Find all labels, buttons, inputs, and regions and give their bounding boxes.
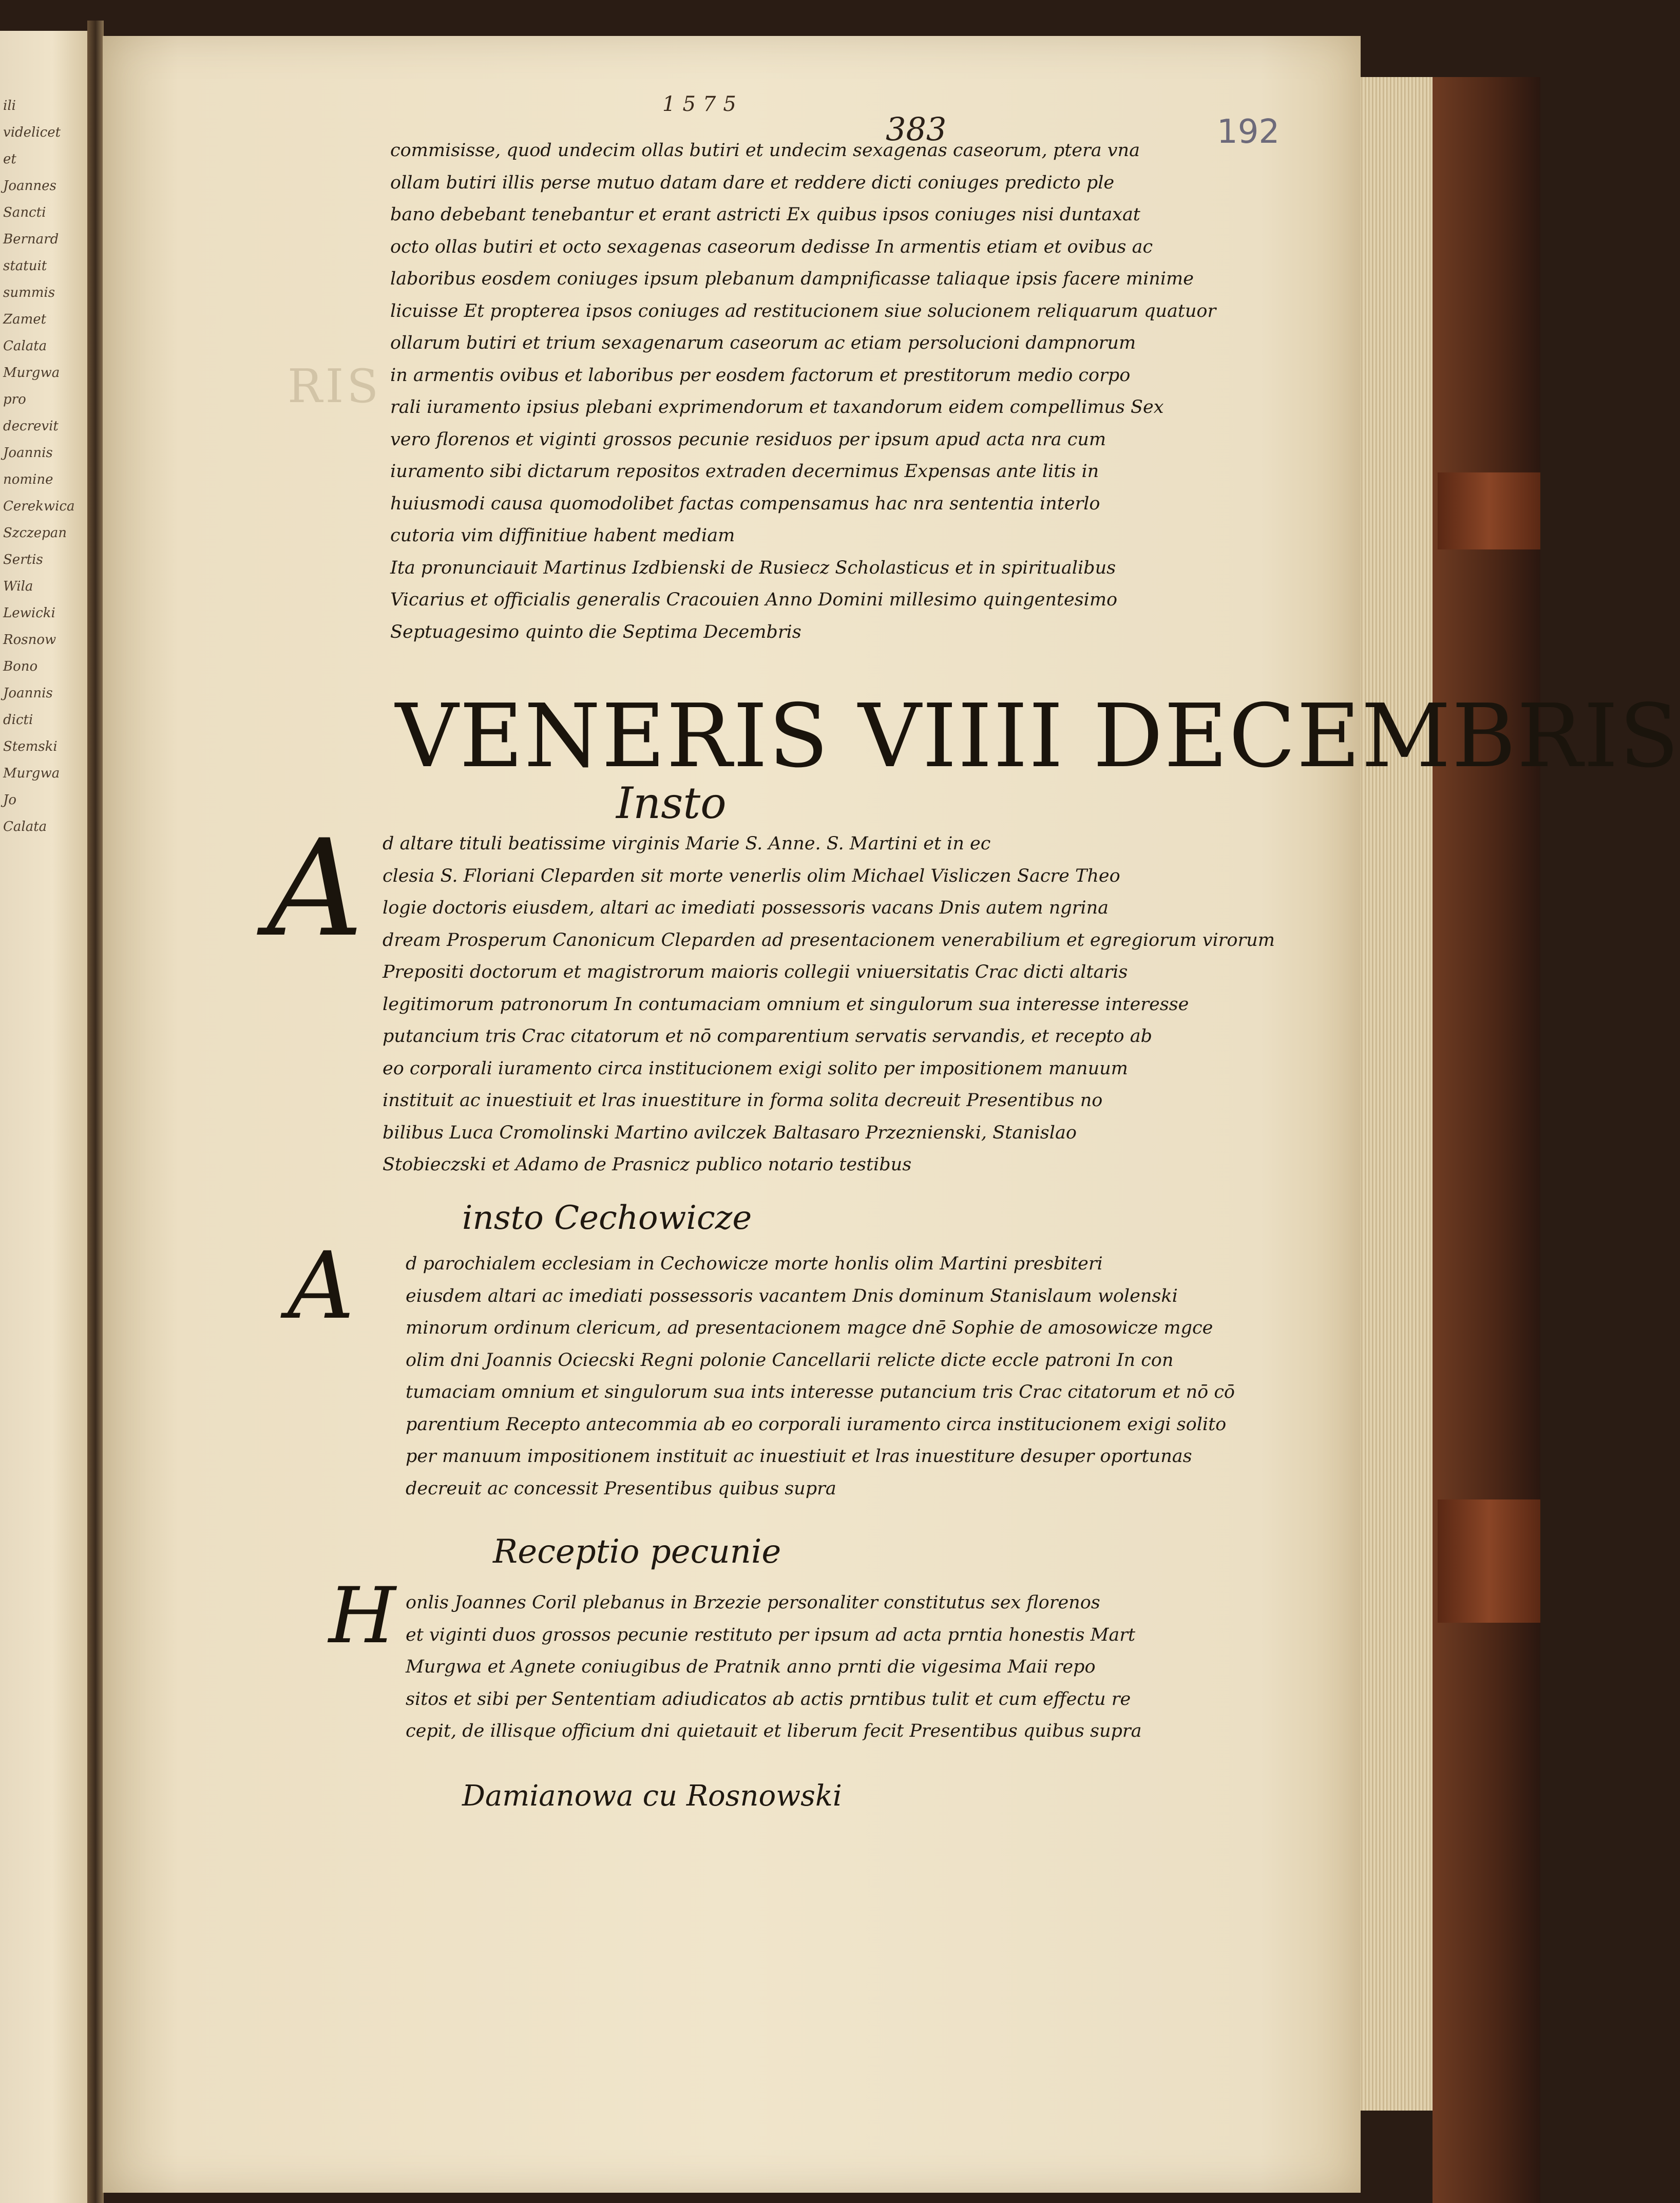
text-line: decreuit ac concessit Presentibus quibus supra [406,1478,836,1499]
left-facing-page [0,31,89,2203]
binding-strap [1438,1499,1540,1623]
margin-note: Murgwa [3,766,60,781]
margin-note: summis [3,285,55,300]
margin-note: Calata [3,338,47,354]
text-line: instituit ac inuestiuit et lras inuestiture in forma solita decreuit Presentibus no [383,1090,1103,1111]
text-line: iuramento sibi dictarum repositos extraden decernimus Expensas ante litis in [390,461,1099,482]
margin-note: Cerekwica [3,499,75,514]
margin-note: Murgwa [3,365,60,381]
text-line: Septuagesimo quinto die Septima Decembris [390,621,801,642]
text-line: Prepositi doctorum et magistrorum maioris collegii vniuersitatis Crac dicti altaris [383,962,1128,982]
text-line: in armentis ovibus et laboribus per eosdem factorum et prestitorum medio corpo [390,365,1131,386]
margin-note: Rosnow [3,632,56,648]
text-line: Vicarius et officialis generalis Cracouien Anno Domini millesimo quingentesimo [390,590,1118,610]
text-line: legitimorum patronorum In contumaciam omnium et singulorum sua interesse interesse [383,994,1189,1015]
decorated-initial: H [329,1571,396,1661]
text-line: d altare tituli beatissime virginis Marie S. Anne. S. Martini et in ec [383,833,991,854]
margin-note: dicti [3,712,33,728]
margin-note: pro [3,392,26,407]
margin-note: Zamet [3,312,47,327]
section-cechowicze-text [406,1248,1330,1505]
section-title-receptio: Receptio pecunie [493,1533,781,1571]
margin-note: Calata [3,819,47,834]
margin-note: Wila [3,579,33,594]
text-line: rali iuramento ipsius plebani exprimendorum et taxandorum eidem compellimus Sex [390,397,1164,417]
text-line: tumaciam omnium et singulorum sua ints interesse putancium tris Crac citatorum et nō cō [406,1382,1235,1402]
pencil-folio-number: 192 [1217,113,1280,151]
text-line: Stobieczski et Adamo de Prasnicz publico notario testibus [383,1154,912,1175]
margin-note: nomine [3,472,53,487]
margin-note: decrevit [3,419,59,434]
text-line: putancium tris Crac citatorum et nō comparentium servatis servandis, et recepto ab [383,1026,1152,1047]
text-line: cutoria vim diffinitiue habent mediam [390,525,735,546]
text-line: eiusdem altari ac imediati possessoris vacantem Dnis dominum Stanislaum wolenski [406,1285,1178,1306]
section-receptio-text [406,1587,1330,1748]
page-edges [1356,77,1434,2111]
section-title-insto: Insto [616,778,727,828]
text-line: vero florenos et viginti grossos pecunie residuos per ipsum apud acta nra cum [390,429,1106,450]
margin-note: Joannes [3,178,56,194]
margin-note: statuit [3,258,47,274]
text-line: logie doctoris eiusdem, altari ac imediati possessoris vacans Dnis autem ngrina [383,898,1109,918]
text-line: et viginti duos grossos pecunie restituto per ipsum ad acta prntia honestis Mart [406,1624,1136,1645]
text-line: parentium Recepto antecommia ab eo corporali iuramento circa institucionem exigi solito [406,1414,1227,1435]
text-line: dream Prosperum Canonicum Cleparden ad presentacionem venerabilium et egregiorum virorum [383,929,1275,951]
date-heading: VENERIS VIIII DECEMBRIS [395,686,1680,787]
margin-note: Lewicki [3,605,55,621]
section-title-cechowicze: insto Cechowicze [462,1199,752,1237]
margin-note: Sancti [3,205,46,220]
margin-note: videlicet [3,125,61,140]
text-line: olim dni Joannis Ociecski Regni polonie Cancellarii relicte dicte eccle patroni In con [406,1350,1174,1371]
margin-note: Szczepan [3,525,67,541]
text-line: minorum ordinum clericum, ad presentacionem magce dnē Sophie de amosowicze mgce [406,1318,1213,1338]
margin-note: Sertis [3,552,43,567]
binding-strap [1438,472,1540,549]
section-insto-text [383,828,1307,1181]
bleed-through-text: RIS [288,359,381,413]
text-line: bilibus Luca Cromolinski Martino avilczek Baltasaro Przeznienski, Stanislao [383,1122,1077,1143]
footer-name-heading: Damianowa cu Rosnowski [462,1779,842,1813]
text-line: cepit, de illisque officium dni quietauit et liberum fecit Presentibus quibus supra [406,1721,1142,1741]
text-line: clesia S. Floriani Cleparden sit morte venerlis olim Michael Visliczen Sacre Theo [383,865,1120,886]
margin-note: Jo [3,792,17,808]
book-gutter [87,21,104,2203]
margin-note: Stemski [3,739,58,754]
text-line: huiusmodi causa quomodolibet factas compensamus hac nra sententia interlo [390,493,1100,514]
text-line: octo ollas butiri et octo sexagenas caseorum dedisse In armentis etiam et ovibus ac [390,236,1153,257]
margin-note: Bono [3,659,38,674]
margin-note: Joannis [3,686,53,701]
left-margin-notes [3,92,80,840]
margin-note: Joannis [3,445,53,461]
text-line: sitos et sibi per Sententiam adiudicatos ab actis prntibus tulit et cum effectu re [406,1688,1131,1710]
text-line: licuisse Et propterea ipsos coniuges ad restitucionem siue solucionem reliquarum quatuor [390,300,1216,321]
text-line: ollarum butiri et trium sexagenarum caseorum ac etiam persolucioni dampnorum [390,333,1136,353]
text-line: d parochialem ecclesiam in Cechowicze morte honlis olim Martini presbiteri [406,1254,1103,1274]
text-line: onlis Joannes Coril plebanus in Brzezie personaliter constitutus sex florenos [406,1592,1100,1613]
text-line: ollam butiri illis perse mutuo datam dare et reddere dicti coniuges predicto ple [390,172,1115,193]
year-mark: 1575 [662,92,743,116]
text-line: eo corporali iuramento circa institucionem exigi solito per impositionem manuum [383,1058,1128,1079]
margin-note: ili [3,98,16,113]
text-line: Murgwa et Agnete coniugibus de Pratnik anno prnti die vigesima Maii repo [406,1657,1096,1677]
margin-note: Bernard [3,232,59,247]
folio-number: 383 [886,110,947,148]
text-line: commisisse, quod undecim ollas butiri et undecim sexagenas caseorum, ptera vna [390,140,1140,161]
decorated-initial: A [288,1232,354,1340]
text-line: laboribus eosdem coniuges ipsum plebanum dampnificasse taliaque ipsis facere minime [390,269,1194,289]
text-line: per manuum impositionem instituit ac inuestiuit et lras inuestiture desuper oportunas [406,1446,1192,1467]
text-line: bano debebant tenebantur et erant astricti Ex quibus ipsos coniuges nisi duntaxat [390,204,1140,225]
decorated-initial: A [267,811,364,966]
text-line: Ita pronunciauit Martinus Izdbienski de Rusiecz Scholasticus et in spiritualibus [390,557,1116,578]
paragraph-sentence [390,135,1314,648]
margin-note: et [3,151,16,167]
book-cover [1433,77,1540,2203]
